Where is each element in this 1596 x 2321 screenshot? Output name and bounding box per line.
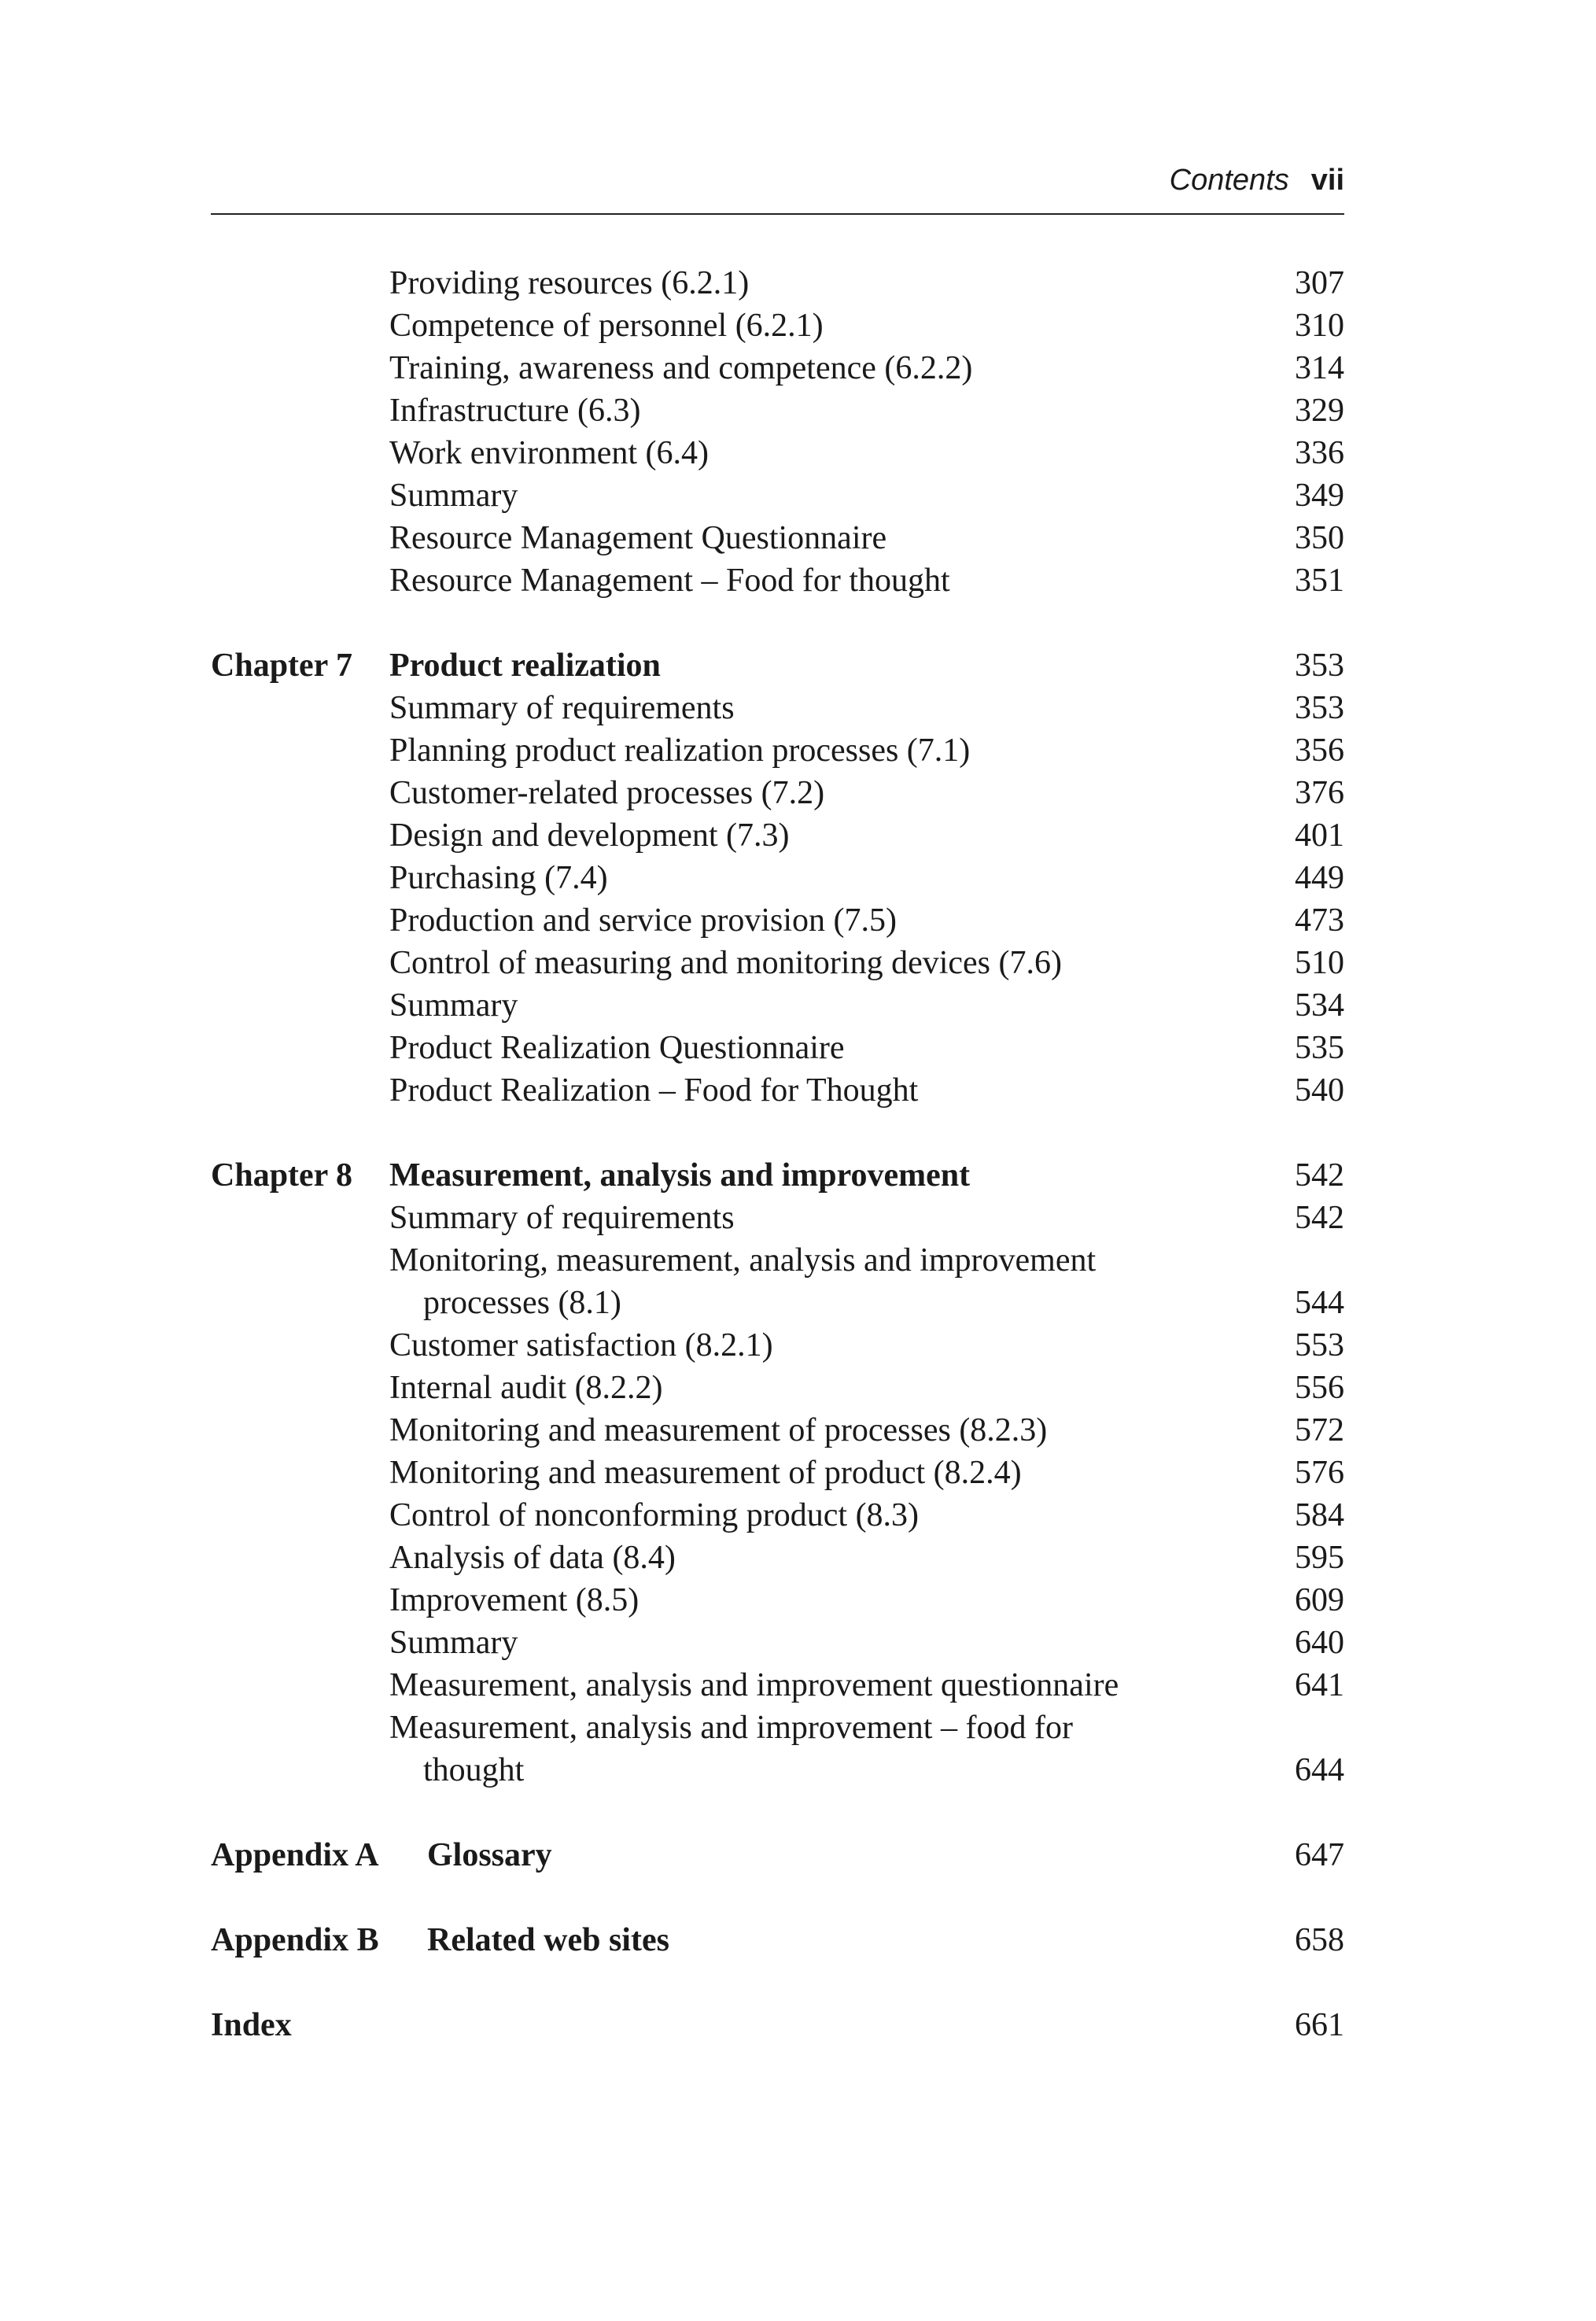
appendix-page: 647 [1295, 1837, 1344, 1873]
toc-entry[interactable] [211, 304, 1344, 347]
entry-page: 307 [1295, 265, 1344, 301]
entry-page: 376 [1295, 775, 1344, 811]
entry-page: 609 [1295, 1582, 1344, 1618]
chapter-page: 542 [1295, 1157, 1344, 1194]
header-rule [211, 213, 1344, 215]
toc-entry[interactable] [211, 1409, 1344, 1452]
appendix-page: 658 [1295, 1922, 1344, 1958]
entry-page: 351 [1295, 563, 1344, 599]
toc-entry[interactable] [211, 1027, 1344, 1069]
toc-entry[interactable] [211, 1707, 1344, 1749]
entry-page: 542 [1295, 1200, 1344, 1236]
entry-page: 329 [1295, 393, 1344, 429]
toc-entry[interactable] [211, 262, 1344, 304]
entry-page: 314 [1295, 350, 1344, 386]
entry-title: Summary of requirements [389, 690, 735, 726]
entry-title: Work environment (6.4) [389, 435, 710, 471]
toc-entry[interactable] [211, 1622, 1344, 1664]
toc-entry[interactable] [211, 984, 1344, 1027]
entry-title: Monitoring and measurement of product (8.2.4) [389, 1455, 1022, 1491]
header-title: Contents [1169, 164, 1289, 197]
entry-title: Summary [389, 1625, 518, 1661]
entry-title: Internal audit (8.2.2) [389, 1370, 663, 1406]
toc-entry[interactable] [211, 1579, 1344, 1622]
entry-page: 401 [1295, 817, 1344, 854]
entry-page: 510 [1295, 945, 1344, 981]
toc-entry-continuation[interactable] [211, 1282, 1344, 1324]
entry-page: 349 [1295, 478, 1344, 514]
toc-entry[interactable] [211, 1197, 1344, 1239]
entry-title: Competence of personnel (6.2.1) [389, 308, 824, 344]
index-page: 661 [1295, 2007, 1344, 2043]
entry-page: 584 [1295, 1497, 1344, 1533]
entry-page: 641 [1295, 1667, 1344, 1703]
header-page-number: vii [1310, 164, 1344, 197]
toc-entry[interactable] [211, 1494, 1344, 1537]
entry-page: 336 [1295, 435, 1344, 471]
entry-title: Improvement (8.5) [389, 1582, 640, 1618]
entry-title: Production and service provision (7.5) [389, 902, 898, 939]
index-label: Index [211, 2007, 292, 2043]
entry-title-continuation: thought [423, 1752, 525, 1788]
entry-page: 644 [1295, 1752, 1344, 1788]
chapter-label: Chapter 7 [211, 648, 353, 684]
toc-entry[interactable] [211, 729, 1344, 772]
toc-entry[interactable] [211, 899, 1344, 942]
appendix-label: Appendix B [211, 1922, 379, 1958]
entry-page: 473 [1295, 902, 1344, 939]
entry-title-continuation: processes (8.1) [423, 1285, 621, 1321]
toc-entry[interactable] [211, 687, 1344, 729]
appendix-title: Related web sites [427, 1922, 669, 1958]
entry-title: Summary of requirements [389, 1200, 735, 1236]
index-heading[interactable] [211, 2004, 1344, 2046]
entry-title: Planning product realization processes (7.1) [389, 732, 971, 769]
toc-entry-continuation[interactable] [211, 1749, 1344, 1791]
running-header [211, 164, 1344, 208]
toc-entry[interactable] [211, 857, 1344, 899]
entry-title: Measurement, analysis and improvement questionnaire [389, 1667, 1119, 1703]
entry-title: Control of nonconforming product (8.3) [389, 1497, 920, 1533]
chapter-page: 353 [1295, 648, 1344, 684]
toc-entry[interactable] [211, 1537, 1344, 1579]
entry-page: 535 [1295, 1030, 1344, 1066]
entry-title: Summary [389, 478, 518, 514]
toc-entry[interactable] [211, 389, 1344, 432]
entry-title: Providing resources (6.2.1) [389, 265, 750, 301]
entry-title: Monitoring, measurement, analysis and improvement [389, 1242, 1097, 1279]
chapter-label: Chapter 8 [211, 1157, 353, 1194]
table-of-contents [211, 262, 1344, 2046]
toc-entry[interactable] [211, 1452, 1344, 1494]
entry-page: 540 [1295, 1072, 1344, 1109]
chapter-heading-8[interactable] [211, 1154, 1344, 1197]
entry-page: 553 [1295, 1327, 1344, 1363]
toc-entry[interactable] [211, 1239, 1344, 1282]
entry-title: Customer-related processes (7.2) [389, 775, 825, 811]
toc-entry[interactable] [211, 942, 1344, 984]
toc-entry[interactable] [211, 432, 1344, 474]
toc-entry[interactable] [211, 814, 1344, 857]
appendix-b-heading[interactable] [211, 1919, 1344, 1961]
entry-title: Training, awareness and competence (6.2.2) [389, 350, 973, 386]
entry-page: 595 [1295, 1540, 1344, 1576]
toc-entry[interactable] [211, 559, 1344, 602]
entry-page: 353 [1295, 690, 1344, 726]
appendix-title: Glossary [427, 1837, 552, 1873]
entry-page: 544 [1295, 1285, 1344, 1321]
entry-page: 576 [1295, 1455, 1344, 1491]
entry-title: Resource Management – Food for thought [389, 563, 950, 599]
toc-entry[interactable] [211, 1324, 1344, 1367]
entry-page: 534 [1295, 987, 1344, 1024]
entry-title: Infrastructure (6.3) [389, 393, 641, 429]
entry-title: Design and development (7.3) [389, 817, 790, 854]
chapter-title: Product realization [389, 648, 661, 684]
appendix-label: Appendix A [211, 1837, 379, 1873]
chapter-title: Measurement, analysis and improvement [389, 1157, 971, 1194]
toc-entry[interactable] [211, 772, 1344, 814]
toc-entry[interactable] [211, 517, 1344, 559]
entry-page: 640 [1295, 1625, 1344, 1661]
entry-title: Purchasing (7.4) [389, 860, 608, 896]
entry-title: Customer satisfaction (8.2.1) [389, 1327, 773, 1363]
toc-entry[interactable] [211, 1664, 1344, 1707]
entry-title: Product Realization – Food for Thought [389, 1072, 919, 1109]
entry-title: Resource Management Questionnaire [389, 520, 887, 556]
toc-entry[interactable] [211, 1367, 1344, 1409]
appendix-a-heading[interactable] [211, 1834, 1344, 1876]
chapter-heading-7[interactable] [211, 644, 1344, 687]
entry-title: Measurement, analysis and improvement – food for [389, 1710, 1073, 1746]
entry-page: 350 [1295, 520, 1344, 556]
entry-title: Summary [389, 987, 518, 1024]
entry-page: 572 [1295, 1412, 1344, 1448]
toc-entry[interactable] [211, 474, 1344, 517]
entry-title: Monitoring and measurement of processes (8.2.3) [389, 1412, 1048, 1448]
toc-entry[interactable] [211, 347, 1344, 389]
toc-entry[interactable] [211, 1069, 1344, 1112]
entry-title: Product Realization Questionnaire [389, 1030, 845, 1066]
entry-page: 356 [1295, 732, 1344, 769]
entry-title: Control of measuring and monitoring devices (7.6) [389, 945, 1062, 981]
entry-title: Analysis of data (8.4) [389, 1540, 676, 1576]
entry-page: 556 [1295, 1370, 1344, 1406]
entry-page: 449 [1295, 860, 1344, 896]
entry-page: 310 [1295, 308, 1344, 344]
